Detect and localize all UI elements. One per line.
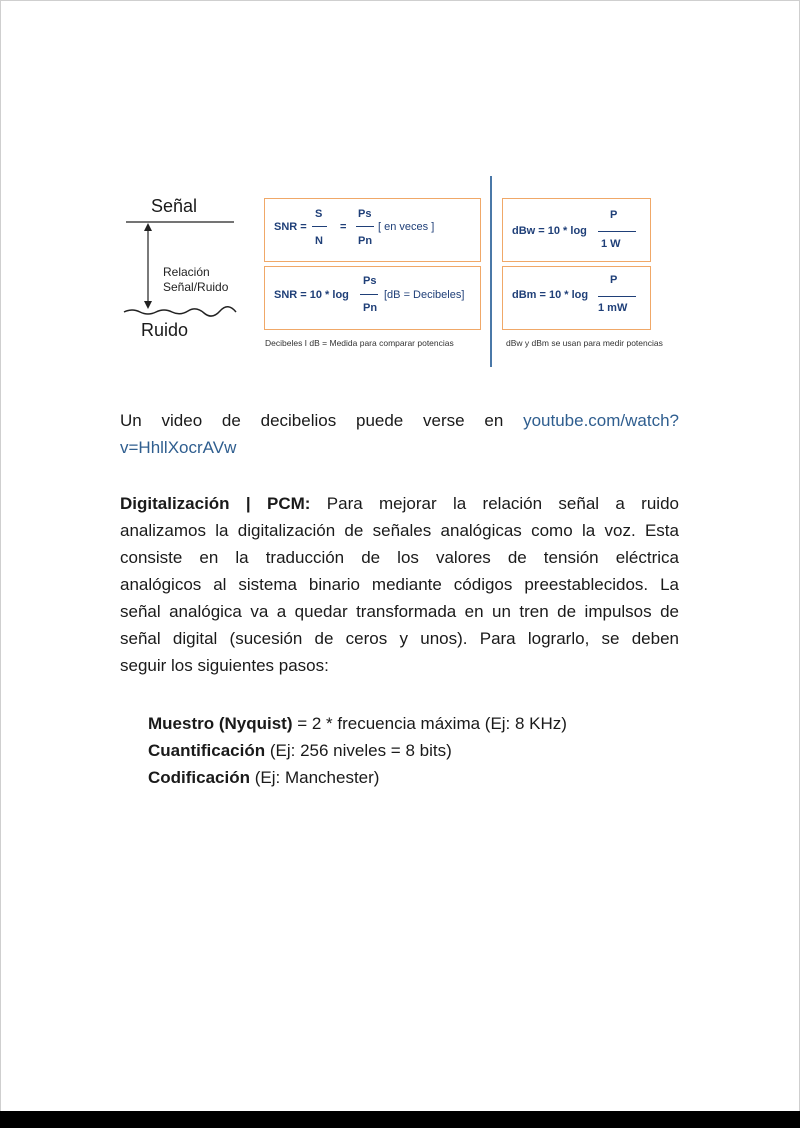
box3-den: 1 W [601,238,621,250]
pcm-line-7: seguir los siguientes pasos: [120,656,329,675]
step-detail: (Ej: 256 niveles = 8 bits) [265,741,452,760]
caption-left: Decibeles I dB = Medida para comparar potencias [265,338,454,348]
box1-den2: Pn [358,235,373,247]
box2-num: Ps [363,275,377,287]
snr-arrow-graphic [120,215,240,320]
bottom-bar [0,1111,800,1128]
pcm-line-5: señal analógica va a quedar transformada en un tren de impulsos de [120,602,679,621]
pcm-line-3: consiste en la traducción de los valores de tensión eléctrica [120,548,679,567]
box1-den1: N [315,235,323,247]
step-title: Muestro (Nyquist) [148,714,293,733]
pcm-line-4: analógicos al sistema binario mediante códigos preestablecidos. La [120,575,679,594]
box3-num: P [610,209,618,221]
box3-lhs: dBw = 10 * log [512,225,587,237]
pcm-heading: Digitalización | PCM: [120,494,311,513]
box3-bar [598,231,636,232]
video-paragraph-line2 [120,434,679,461]
step-detail: (Ej: Manchester) [250,768,380,787]
noise-label: Ruido [141,320,189,340]
box2-unit: [dB = Decibeles] [384,289,465,301]
box2-bar [360,294,378,295]
box1-lhs: SNR = [274,221,307,233]
diagram-divider [490,176,492,367]
box4-den: 1 mW [598,302,628,314]
box4-lhs: dBm = 10 * log [512,289,589,301]
box4-bar [598,296,636,297]
box1-bar1 [312,226,327,227]
video-paragraph [120,407,679,434]
signal-label: Señal [151,196,198,216]
box1-bar2 [356,226,374,227]
step-quantization [148,737,452,764]
ratio-label-line2: Señal/Ruido [163,280,229,294]
box2-den: Pn [363,302,378,314]
pcm-line-1-text: Para mejorar la relación señal a ruido [326,494,679,513]
pcm-line-2: analizamos la digitalización de señales analógicas como la voz. Esta [120,521,679,540]
box2-lhs: SNR = 10 * log [274,289,349,301]
youtube-link-line2[interactable]: v=HhllXocrAVw [120,438,237,457]
box4-num: P [610,274,618,286]
video-paragraph-text: Un video de decibelios puede verse en [120,411,524,430]
pcm-line-1 [120,490,679,517]
ratio-label-line1: Relación [163,265,210,279]
snr-diagram [0,0,800,400]
step-title: Cuantificación [148,741,266,760]
box1-unit: [ en veces ] [378,221,435,233]
step-title: Codificación [148,768,251,787]
pcm-line-6: señal digital (sucesión de ceros y unos). Para lograrlo, se deben [120,629,679,648]
box1-eq: = [340,221,347,233]
step-detail: = 2 * frecuencia máxima (Ej: 8 KHz) [292,714,567,733]
box1-num2: Ps [358,208,372,220]
step-sampling [148,710,567,737]
step-encoding [148,764,379,791]
box1-num1: S [315,208,323,220]
caption-right: dBw y dBm se usan para medir potencias [506,338,663,348]
youtube-link-line1[interactable]: youtube.com/watch? [523,411,679,430]
